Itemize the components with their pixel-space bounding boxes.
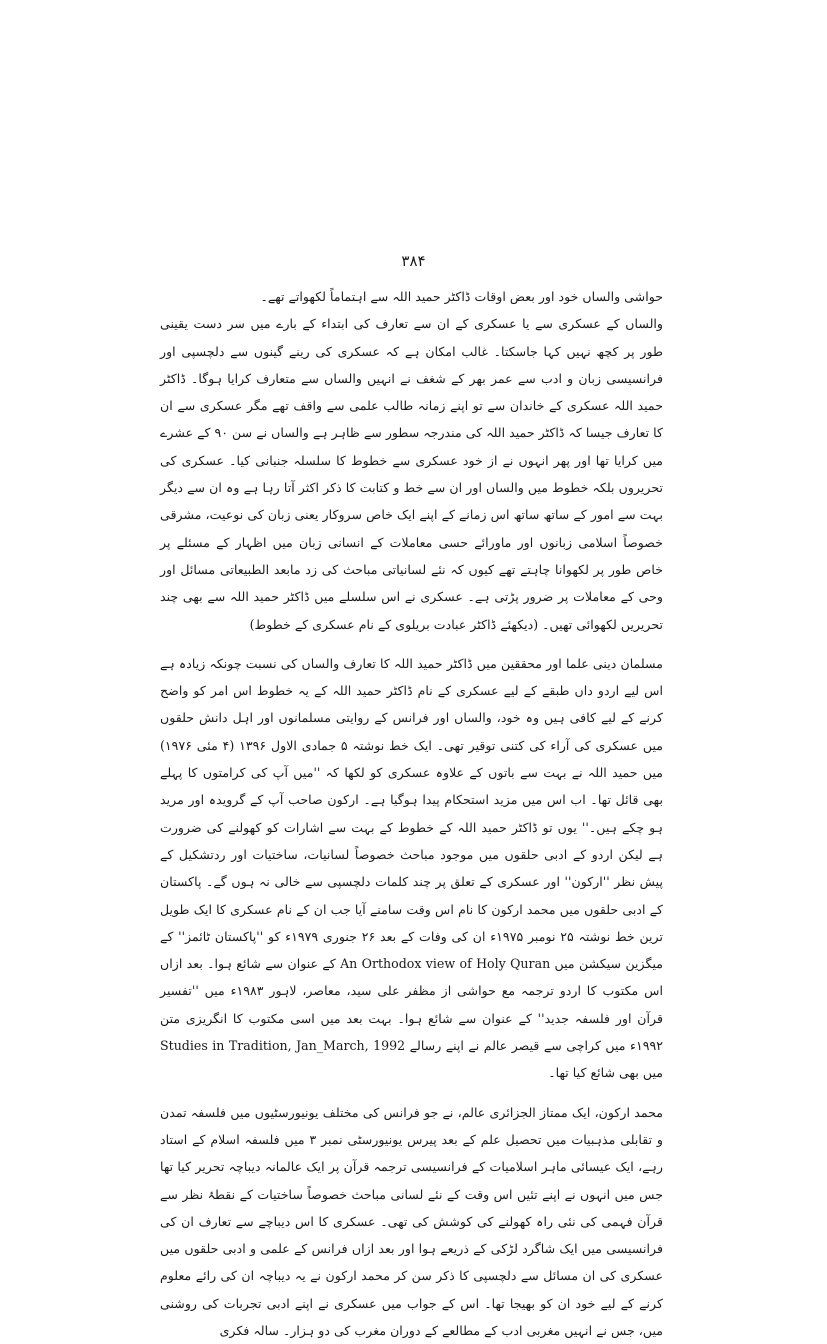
paragraph-4: محمد ارکون، ایک ممتاز الجزائری عالم، نے جو فرانس کی مختلف یونیورسٹیوں میں فلسفہ تمدن و تقابلی مذہبیات میں تحصیل علم کے بعد پیرس یونیورسٹی نمبر ۳ میں فلسفہ اسلام کے استاد رہے، ایک عیسائی ماہر اسلامیات کے فرانسیسی ترجمہ قرآن پر ایک عالمانہ دیباچہ تحریر کیا تھا جس میں انہوں نے اپنے تئیں اس وقت کے نئے لسانی مباحث خصوصاً ساختیات کے نقطۂ نظر سے قرآن فہمی کی نئی راہ کھولنے کی کوشش کی تھی۔ عسکری کا اس دیباچے سے تعارف ان کی فرانسیسی میں ایک شاگرد لڑکی کے ذریعے ہوا اور بعد ازاں فرانس کے علمی و ادبی حلقوں میں عسکری کی ان مسائل سے دلچسپی کا ذکر سن کر محمد ارکون نے یہ دیباچہ ان کی رائے معلوم کرنے کے لیے خود ان کو بھیجا تھا۔ اس کے جواب میں عسکری نے اپنے ادبی تجربات کی روشنی میں، جس نے انہیں مغربی ادب کے مطالعے کے دوران مغرب کی دو ہزار۔ سالہ فکری xyxy=(160,1104,664,1338)
page-body xyxy=(160,283,663,1344)
paragraph-spacer xyxy=(160,1087,663,1099)
paragraph-2: والساں کے عسکری سے یا عسکری کے ان سے تعارف کی ابتداء کے بارے میں سر دست یقینی طور پر کچھ نہیں کہا جاسکتا۔ غالب امکان ہے کہ عسکری کی رینے گینوں سے دلچسپی اور فرانسیسی زبان و ادب سے عمر بھر کے شغف نے انہیں والساں سے متعارف کرایا ہوگا۔ ڈاکٹر حمید اللہ عسکری کے خاندان سے تو اپنے زمانہ طالب علمی سے واقف تھے مگر عسکری سے ان کا تعارف جیسا کہ ڈاکٹر حمید اللہ کی مندرجہ سطور سے ظاہر ہے والساں نے سن ۹۰ کے عشرے میں کرایا تھا اور پھر انہوں نے از خود عسکری سے خطوط کا سلسلہ جنبانی کیا۔ عسکری کی تحریروں بلکہ خطوط میں والساں اور ان سے خط و کتابت کا ذکر اکثر آتا رہا ہے وہ ان سے دیگر بہت سے امور کے ساتھ ساتھ اس زمانے کے اپنے ایک خاص سروکار یعنی زبان کی نوعیت، مشرقی خصوصاً اسلامی زبانوں اور ماورائے حسی معاملات کے انسانی زبان میں اظہار کے مسئلے پر خاص طور پر لکھوانا چاہتے تھے کیوں کہ نئے لسانیاتی مباحث کی زد مابعد الطبیعاتی مسائل اور وحی کے معاملات پر ضرور پڑتی ہے۔ عسکری نے اس سلسلے میں ڈاکٹر حمید اللہ سے بھی چند تحریریں لکھوائی تھیں۔ (دیکھئے ڈاکٹر عبادت بریلوی کے نام عسکری کے خطوط) xyxy=(160,316,663,632)
paragraph-spacer xyxy=(160,638,663,650)
page-number: ۳۸۴ xyxy=(401,252,426,270)
paragraph-1: حواشی والساں خود اور بعض اوقات ڈاکٹر حمید اللہ سے اہتماماً لکھواتے تھے۔ xyxy=(260,289,663,304)
paragraph-3: مسلمان دینی علما اور محققین میں ڈاکٹر حمید اللہ کا تعارف والساں کی نسبت چونکہ زیادہ ہے اس لیے اردو داں طبقے کے لیے عسکری کے نام ڈاکٹر حمید اللہ کے یہ خطوط اس امر کو واضح کرنے کے لیے کافی ہیں وہ خود، والساں اور فرانس کے روایتی مسلمانوں اور اہل دانش حلقوں میں عسکری کی آراء کی کتنی توقیر تھی۔ ایک خط نوشتہ ۵ جمادی الاول ۱۳۹۶ (۴ مئی ۱۹۷۶) میں حمید اللہ نے بہت سے باتوں کے علاوہ عسکری کو لکھا کہ ''میں آپ کی کرامتوں کا پہلے بھی قائل تھا۔ اب اس میں مزید استحکام پیدا ہوگیا ہے۔ ارکون صاحب آپ کے گرویدہ اور مرید ہو چکے ہیں۔'' یوں تو ڈاکٹر حمید اللہ کے خطوط کے بہت سے اشارات کو کھولنے کی ضرورت ہے لیکن اردو کے ادبی حلقوں میں موجود مباحث خصوصاً لسانیات، ساختیات اور ردتشکیل کے پیش نظر ''ارکون'' اور عسکری کے تعلق پر چند کلمات دلچسپی سے خالی نہ ہوں گے۔ پاکستان کے ادبی حلقوں میں محمد ارکون کا نام اس وقت سامنے آیا جب ان کے نام عسکری کا ایک طویل ترین خط نوشتہ ۲۵ نومبر ۱۹۷۵ء ان کی وفات کے بعد ۲۶ جنوری ۱۹۷۹ء کو ''پاکستان ٹائمز'' کے میگزین سیکشن میں An Orthodox view of Holy Quran کے عنوان سے شائع ہوا۔ بعد ازاں اس مکتوب کا اردو ترجمہ مع حواشی از مظفر علی سید، معاصر، لاہور ۱۹۸۳ء میں ''تفسیر قرآن اور فلسفہ جدید'' کے عنوان سے شائع ہوا۔ بہت بعد میں اسی مکتوب کا انگریزی متن ۱۹۹۲ء میں کراچی سے قیصر عالم نے اپنے رسالے Studies in Tradition, Jan_March, 1992 میں بھی شائع کیا تھا۔ xyxy=(160,655,663,1081)
